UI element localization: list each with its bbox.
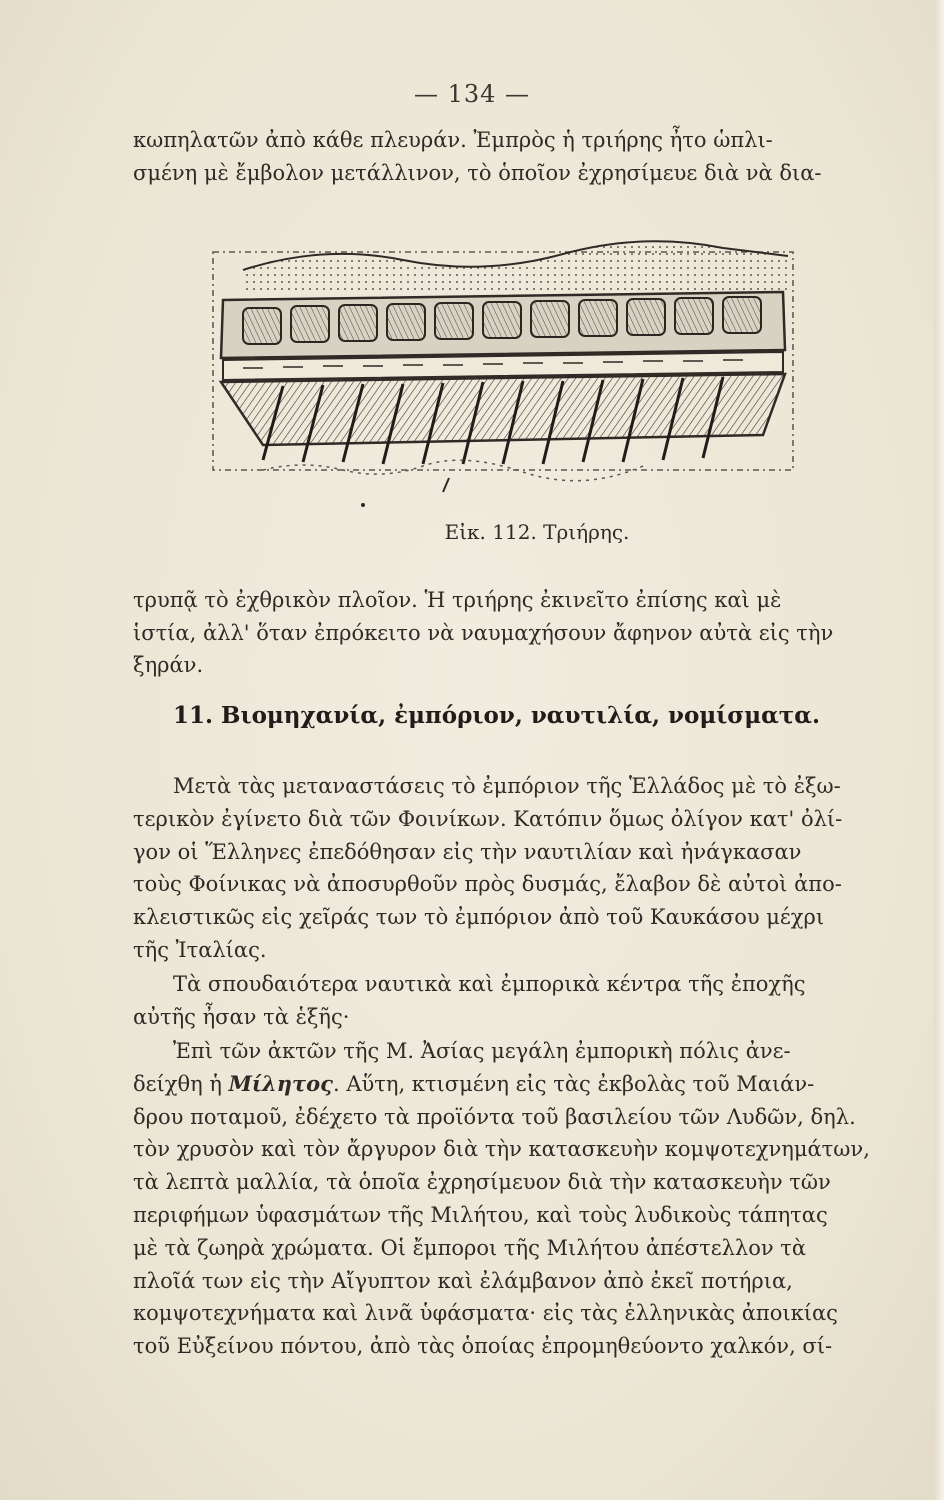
text-line: δρου ποταμοῦ, ἐδέχετο τὰ προϊόντα τοῦ βασιλείου τῶν Λυδῶν, δηλ.	[133, 1104, 856, 1129]
text-fragment: . Αὕτη, κτισμένη εἰς τὰς ἐκβολὰς τοῦ Μαιάν-	[332, 1071, 815, 1096]
text-line: περιφήμων ὑφασμάτων τῆς Μιλήτου, καὶ τοὺς λυδικοὺς τάπητας	[133, 1202, 828, 1227]
text-line: τερικὸν ἐγίνετο διὰ τῶν Φοινίκων. Κατόπιν ὅμως ὀλίγον κατ' ὀλί-	[133, 806, 843, 831]
text-line: μὲ τὰ ζωηρὰ χρώματα. Οἱ ἔμποροι τῆς Μιλήτου ἀπέστελλον τὰ	[133, 1235, 807, 1260]
text-line: Μετὰ τὰς μεταναστάσεις τὸ ἐμπόριον τῆς Ἑλλάδος μὲ τὸ ἐξω-	[173, 774, 841, 798]
text-fragment: δείχθη ἡ	[133, 1071, 229, 1096]
text-line: ξηράν.	[133, 653, 204, 678]
paragraph-trade-centers	[133, 968, 879, 1033]
paragraph-continuation	[133, 124, 879, 189]
text-line: τὸν χρυσὸν καὶ τὸν ἄργυρον διὰ τὴν κατασκευὴν κομψοτεχνημάτων,	[133, 1137, 870, 1162]
text-line: ἱστία, ἀλλ' ὅταν ἐπρόκειτο νὰ ναυμαχήσουν ἄφηνον αὐτὰ εἰς τὴν	[133, 620, 834, 645]
trireme-engraving-image	[203, 230, 801, 510]
text-line: πλοῖά των εἰς τὴν Αἴγυπτον καὶ ἐλάμβανον ἀπὸ ἐκεῖ ποτήρια,	[133, 1268, 793, 1293]
trireme-figure	[203, 230, 801, 510]
text-line: Τὰ σπουδαιότερα ναυτικὰ καὶ ἐμπορικὰ κέντρα τῆς ἐποχῆς	[173, 972, 806, 996]
text-line: γον οἱ Ἕλληνες ἐπεδόθησαν εἰς τὴν ναυτιλίαν καὶ ἠνάγκασαν	[133, 839, 802, 864]
emphasized-city-name: Μίλητος	[228, 1070, 333, 1096]
text-line: Ἐπὶ τῶν ἀκτῶν τῆς Μ. Ἀσίας μεγάλη ἐμπορικὴ πόλις ἀνε-	[173, 1039, 791, 1063]
text-line	[133, 1068, 879, 1101]
paragraph-miletus	[133, 1035, 879, 1363]
text-line: τοῦ Εὐξείνου πόντου, ἀπὸ τὰς ὁποίας ἐπρομηθεύοντο χαλκόν, σί-	[133, 1334, 833, 1359]
page-number: — 134 —	[413, 80, 531, 108]
paragraph-trireme-sails	[133, 584, 879, 682]
text-line: τοὺς Φοίνικας νὰ ἀποσυρθοῦν πρὸς δυσμάς, ἔλαβον δὲ αὐτοὶ ἀπο-	[133, 872, 842, 897]
figure-caption: Εἰκ. 112. Τριήρης.	[444, 520, 630, 544]
text-line: αὐτῆς ἦσαν τὰ ἑξῆς·	[133, 1004, 350, 1029]
text-line: τὰ λεπτὰ μαλλία, τὰ ὁποῖα ἐχρησίμευον διὰ τὴν κατασκευὴν τῶν	[133, 1170, 831, 1195]
text-line: κλειστικῶς εἰς χεῖράς των τὸ ἐμπόριον ἀπὸ τοῦ Καυκάσου μέχρι	[133, 905, 825, 930]
page-edge	[934, 0, 944, 1500]
text-line: κομψοτεχνήματα καὶ λινᾶ ὑφάσματα· εἰς τὰς ἑλληνικὰς ἀποικίας	[133, 1301, 838, 1326]
section-heading: 11. Βιομηχανία, ἐμπόριον, ναυτιλία, νομίσματα.	[173, 702, 820, 729]
text-line: τρυπᾷ τὸ ἐχθρικὸν πλοῖον. Ἡ τριήρης ἐκινεῖτο ἐπίσης καὶ μὲ	[133, 588, 782, 612]
text-line: κωπηλατῶν ἀπὸ κάθε πλευράν. Ἐμπρὸς ἡ τριήρης ἦτο ὡπλι-	[133, 128, 773, 152]
text-line: τῆς Ἰταλίας.	[133, 937, 267, 962]
text-line: σμένη μὲ ἔμβολον μετάλλινον, τὸ ὁποῖον ἐχρησίμευε διὰ νὰ δια-	[133, 160, 822, 185]
paragraph-trade-history	[133, 770, 879, 967]
